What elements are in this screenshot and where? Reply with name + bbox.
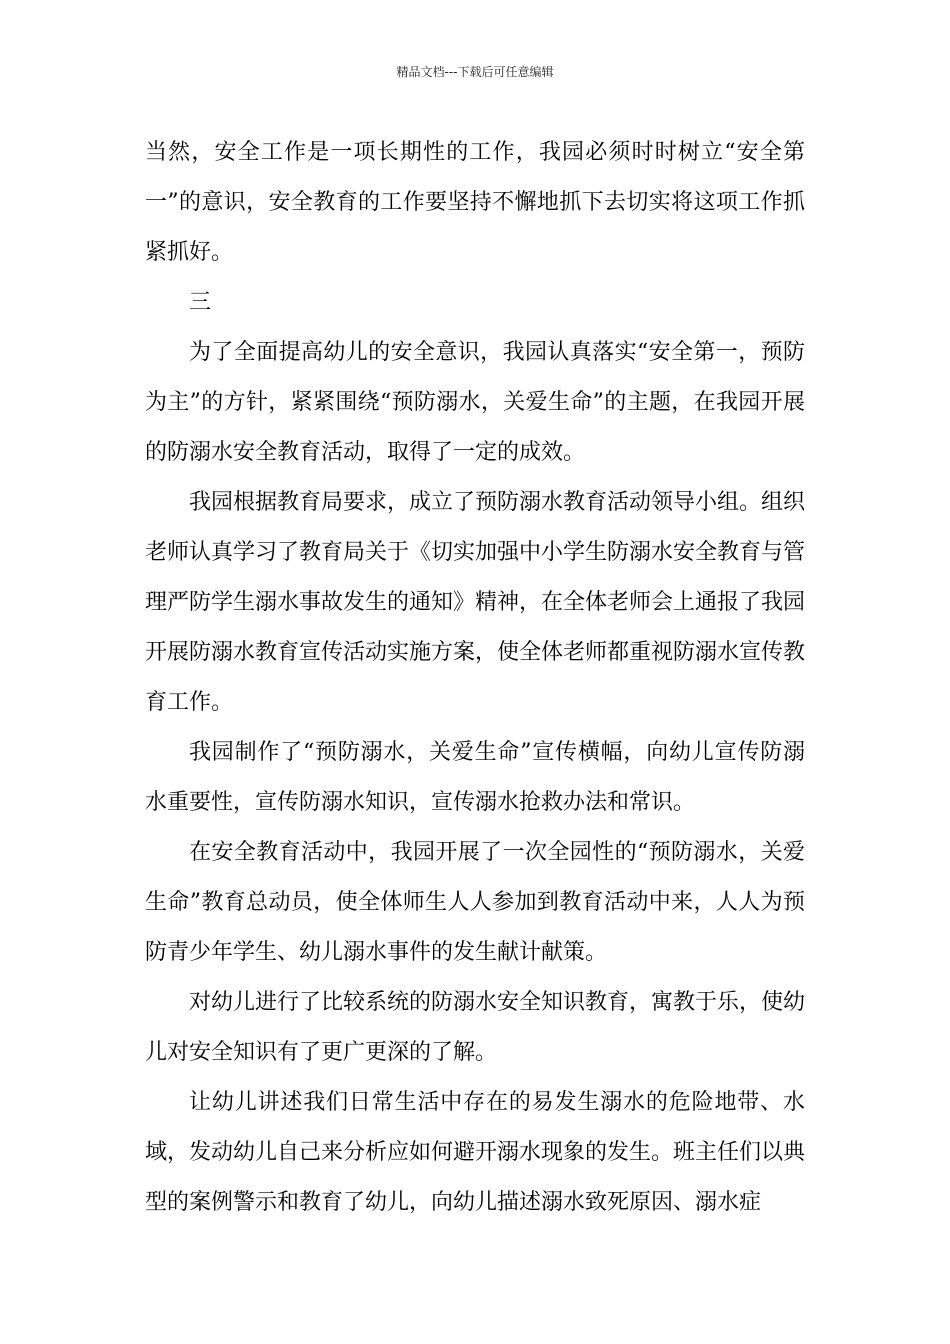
paragraph: 让幼儿讲述我们日常生活中存在的易发生溺水的危险地带、水域，发动幼儿自己来分析应如何避开溺水现象的发生。班主任们以典型的案例警示和教育了幼儿，向幼儿描述溺水致死原因、溺水症 [145,1090,806,1215]
page-header: 精品文档---下载后可任意编辑 [396,65,554,79]
document-body [145,128,805,1228]
paragraph: 我园根据教育局要求，成立了预防溺水教育活动领导小组。组织老师认真学习了教育局关于《切实加强中小学生防溺水安全教育与管理严防学生溺水事故发生的通知》精神，在全体老师会上通报了我园开展防溺水教育宣传活动实施方案，使全体老师都重视防溺水宣传教育工作。 [145,490,806,715]
paragraph-continuation: 当然，安全工作是一项长期性的工作，我园必须时时树立“安全第一”的意识，安全教育的工作要坚持不懈地抓下去切实将这项工作抓紧抓好。 [145,140,805,265]
paragraph: 在安全教育活动中，我园开展了一次全园性的“预防溺水，关爱生命”教育总动员，使全体师生人人参加到教育活动中来，人人为预防青少年学生、幼儿溺水事件的发生献计献策。 [145,840,805,965]
paragraph: 为了全面提高幼儿的安全意识，我园认真落实“安全第一，预防为主”的方针，紧紧围绕“预防溺水，关爱生命”的主题，在我园开展的防溺水安全教育活动，取得了一定的成效。 [145,340,805,465]
paragraph: 对幼儿进行了比较系统的防溺水安全知识教育，寓教于乐，使幼儿对安全知识有了更广更深的了解。 [145,990,806,1065]
section-number: 三 [189,290,212,315]
paragraph: 我园制作了“预防溺水，关爱生命”宣传横幅，向幼儿宣传防溺水重要性，宣传防溺水知识，宣传溺水抢救办法和常识。 [145,740,805,815]
